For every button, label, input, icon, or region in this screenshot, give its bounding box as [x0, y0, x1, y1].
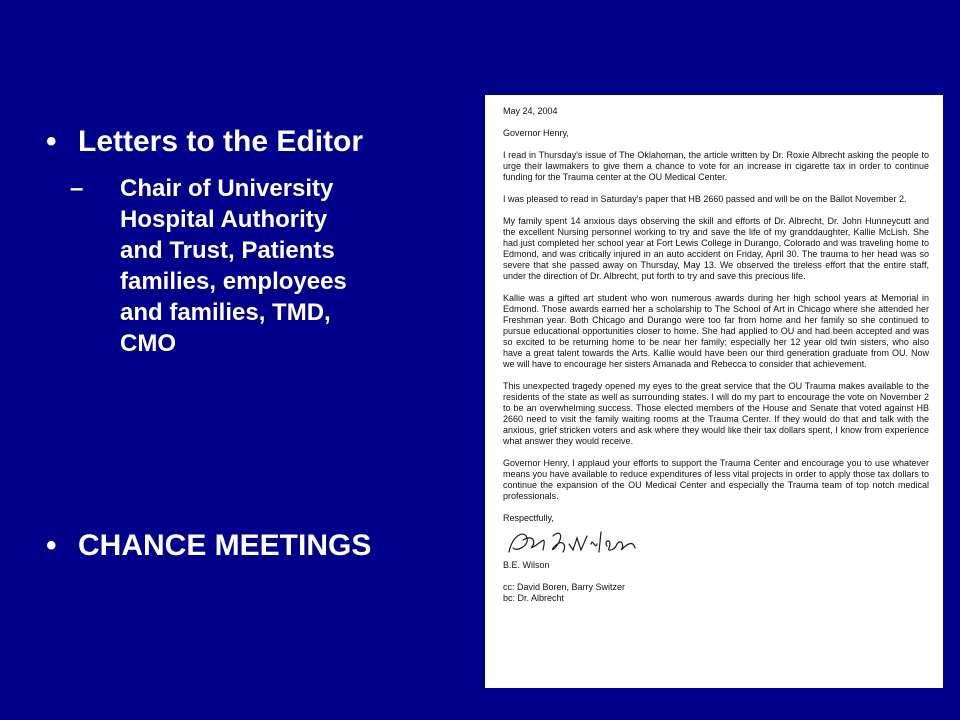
letter-paragraph: Governor Henry, I applaud your efforts to support the Trauma Center and encourage you to use whatever means you have available to reduce expenditures of less vital projects in order to apply those tax dollars to continue the expansion of the OU Medical Center and especially the Trauma team of top notch medical professionals. — [503, 458, 929, 501]
bullet-letters-to-editor: Letters to the Editor — [78, 125, 364, 158]
letter-signer: B.E. Wilson — [503, 560, 550, 570]
sub-bullet-text: Chair of University Hospital Authority and Trust, Patients families, employees and families, TMD, CMO — [120, 175, 347, 357]
sub-bullet-dash: – — [70, 175, 84, 202]
signature-image — [503, 524, 663, 558]
letter-date: May 24, 2004 — [503, 106, 558, 116]
letter-paragraph: I read in Thursday's issue of The Oklahoman, the article written by Dr. Roxie Albrecht asking the people to urge their lawmakers to give them a chance to vote for an increase in cigarette tax in order to continue funding for the Trauma center at the OU Medical Center. — [503, 150, 929, 182]
letter-bc: bc: Dr. Albrecht — [503, 593, 565, 603]
letter-paragraph: I was pleased to read in Saturday's paper that HB 2660 passed and will be on the Ballot November 2. — [503, 194, 907, 204]
letter-paragraph: Kallie was a gifted art student who won numerous awards during her high school years at Memorial in Edmond. Those awards earned her a scholarship to The School of Art in Chicago where she attended her Freshman year. Both Chicago and Durango were too far from home and her family so she continued to pursue educational opportunities closer to home. She had applied to OU and had been accepted and was so excited to be returning home to be near her family; especially her 12 year old twin sisters, who also have a great talent towards the Arts. Kallie would have been our third generation graduate from OU. Now we will have to encourage her sisters Amanada and Rebecca to consider that achievement. — [503, 293, 929, 369]
bullet-chance-meetings: CHANCE MEETINGS — [78, 529, 372, 562]
letter-cc: cc: David Boren, Barry Switzer — [503, 582, 626, 592]
letter-paragraph: This unexpected tragedy opened my eyes to the great service that the OU Trauma makes available to the residents of the state as well as surrounding states. I will do my part to encourage the vote on November 2 to be an overwhelming success. Those elected members of the House and Senate that voted against HB 2660 need to visit the family waiting rooms at the Trauma Center. If they would do that and talk with the anxious, grief stricken voters and ask where they would like their tax dollars spent, I know from experience what answer they would receive. — [503, 381, 929, 446]
letter-salutation: Governor Henry, — [503, 128, 569, 138]
letter-image — [485, 95, 943, 688]
bullet-dot: • — [46, 529, 57, 562]
letter-paragraph: My family spent 14 anxious days observing the skill and efforts of Dr. Albrecht, Dr. John Hunneycutt and the excellent Nursing personnel working to try and save the life of my granddaughter, Kallie McLish. She had just completed her school year at Fort Lewis College in Durango, Colorado and was traveling home to Edmond, and was critically injured in an auto accident on Friday, April 30. The trauma to her head was so severe that she passed away on Thursday, May 13. We observed the tireless effort that the entire staff, under the direction of Dr. Albrecht, put forth to try and save this precious life. — [503, 216, 929, 281]
letter-closing: Respectfully, — [503, 513, 554, 523]
bullet-dot: • — [46, 125, 57, 158]
